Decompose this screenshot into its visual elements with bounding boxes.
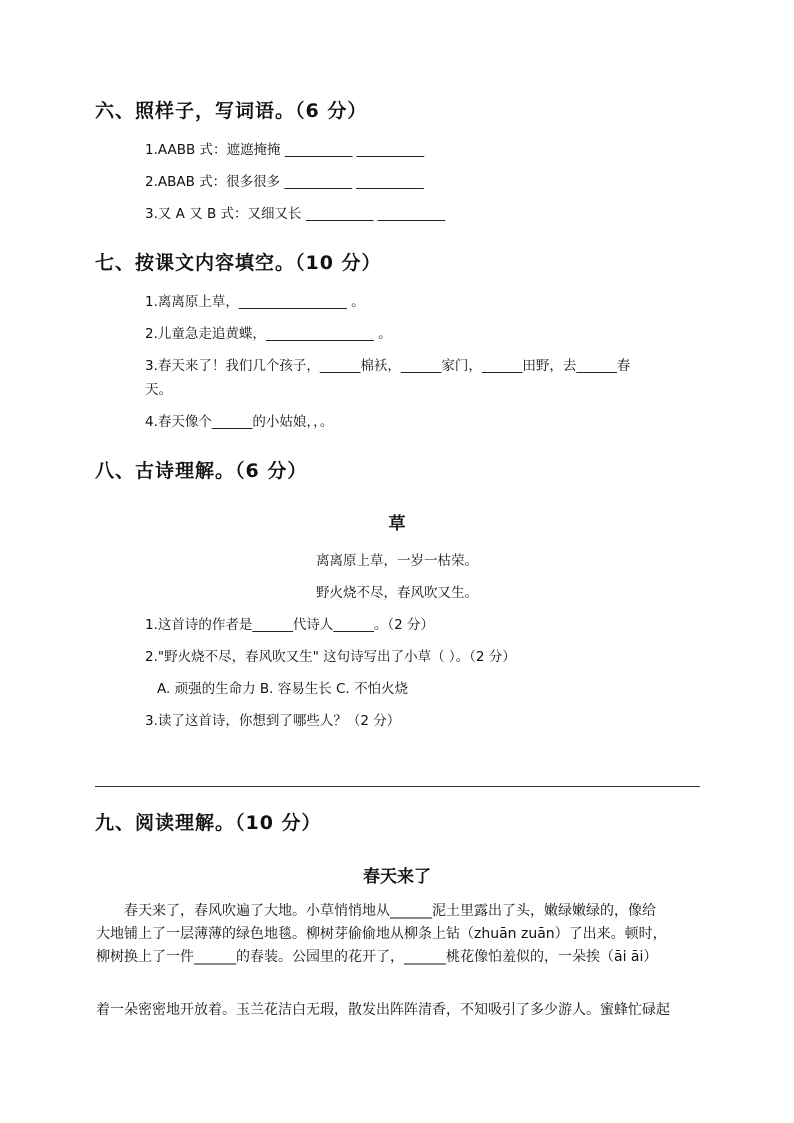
- passage-title: 春天来了: [363, 867, 431, 887]
- section-8-item-2: 2."野火烧不尽，春风吹又生" 这句诗写出了小草（ ）。（2 分）: [145, 649, 516, 665]
- section-8-title: 八、古诗理解。（6 分）: [95, 460, 308, 482]
- section-9-title: 九、阅读理解。（10 分）: [95, 812, 322, 834]
- section-7-item-3: 3.春天来了！我们几个孩子，______棉袄，______家门，______田野，去______春: [145, 358, 631, 374]
- passage-line-4: 着一朵密密地开放着。玉兰花洁白无瑕，散发出阵阵清香，不知吸引了多少游人。蜜蜂忙碌起: [96, 1002, 670, 1018]
- section-7-item-4: 4.春天像个______的小姑娘，，。: [145, 414, 334, 430]
- section-7-title: 七、按课文内容填空。（10 分）: [95, 252, 382, 274]
- passage-line-3: 柳树换上了一件______的春装。公园里的花开了，______桃花像怕羞似的，一朵挨（āi āi）: [96, 949, 658, 965]
- poem-line-1: 离离原上草，一岁一枯荣。: [316, 553, 478, 569]
- section-6-item-3: 3.又 A 又 B 式：又细又长 __________ __________: [145, 206, 446, 222]
- divider-line: [95, 786, 700, 787]
- section-8-item-1: 1.这首诗的作者是______代诗人______。（2 分）: [145, 617, 435, 633]
- section-7-item-1: 1.离离原上草，________________ 。: [145, 294, 365, 310]
- section-6-item-2: 2.ABAB 式：很多很多 __________ __________: [145, 174, 424, 190]
- section-8-item-2-options: A. 顽强的生命力 B. 容易生长 C. 不怕火烧: [157, 681, 409, 697]
- poem-line-2: 野火烧不尽，春风吹又生。: [316, 585, 478, 601]
- section-7-item-2: 2.儿童急走追黄蝶，________________ 。: [145, 326, 392, 342]
- section-7-item-3-cont: 天。: [145, 382, 172, 398]
- section-8-item-3: 3.读了这首诗，你想到了哪些人？（2 分）: [145, 713, 401, 729]
- passage-line-1: 春天来了，春风吹遍了大地。小草悄悄地从______泥土里露出了头，嫩绿嫩绿的，像给: [124, 903, 656, 919]
- section-6-title: 六、照样子，写词语。（6 分）: [95, 100, 368, 122]
- passage-line-2: 大地铺上了一层薄薄的绿色地毯。柳树芽偷偷地从柳条上钻（zhuān zuān）了出来。顿时，: [96, 926, 667, 942]
- poem-title: 草: [388, 514, 406, 534]
- section-6-item-1: 1.AABB 式：遮遮掩掩 __________ __________: [145, 142, 425, 158]
